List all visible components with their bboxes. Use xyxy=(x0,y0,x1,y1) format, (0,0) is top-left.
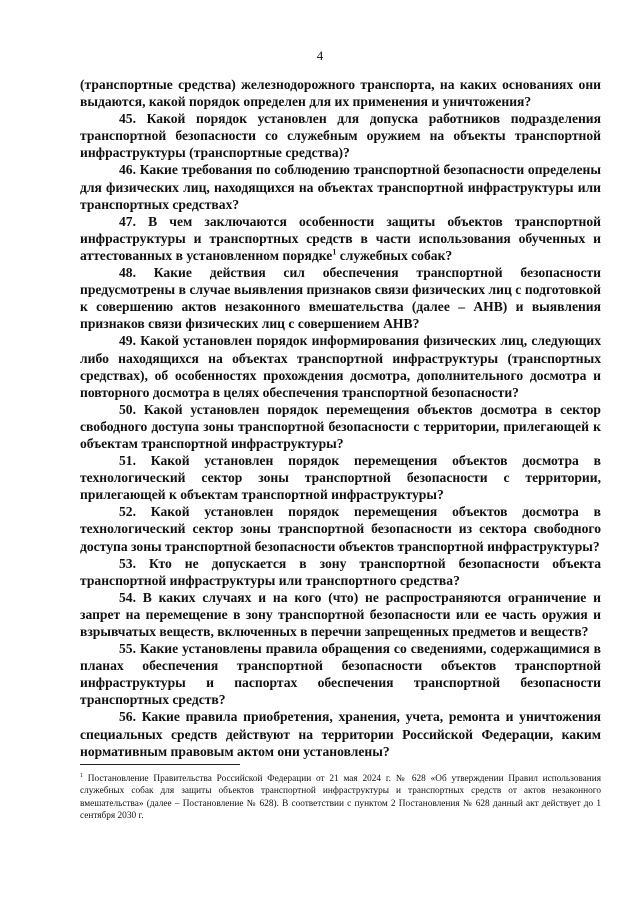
question-51: 51. Какой установлен порядок перемещения объектов досмотра в технологический сектор зоны транспортной безопасности с территории, прилегающей к объектам транспортной инфраструктуры? xyxy=(80,453,601,503)
paragraph-44-continued: (транспортные средства) железнодорожного транспорта, на каких основаниях они выдаются, какой порядок определен для их применения и уничтожения? xyxy=(80,77,601,110)
question-47-text-end: служебных собак? xyxy=(336,247,453,263)
question-52: 52. Какой установлен порядок перемещения объектов досмотра в технологический сектор зоны транспортной безопасности из сектора свободного доступа зоны транспортной безопасности объектов транспортной инфраструктуры? xyxy=(80,504,601,554)
question-50: 50. Какой установлен порядок перемещения объектов досмотра в сектор свободного доступа зоны транспортной безопасности с территории, прилегающей к объектам транспортной инфраструктуры? xyxy=(80,401,601,451)
footnote-reference: 1 xyxy=(332,247,337,257)
footnote-divider xyxy=(80,764,240,765)
question-47-text: 47. В чем заключаются особенности защиты объектов транспортной инфраструктуры и транспортных средств в части использования обученных и аттестованных в установленном порядке xyxy=(80,213,601,263)
footnote-mark: 1 xyxy=(80,772,83,779)
document-body xyxy=(80,76,601,760)
footnote xyxy=(80,773,601,823)
question-53: 53. Кто не допускается в зону транспортной безопасности объекта транспортной инфраструктуры или транспортного средства? xyxy=(80,555,601,588)
page-number: 4 xyxy=(316,48,324,63)
question-56: 56. Какие правила приобретения, хранения, учета, ремонта и уничтожения специальных средств действуют на территории Российской Федерации, каким нормативным правовым актом они установлены? xyxy=(80,709,601,759)
question-49: 49. Какой установлен порядок информирования физических лиц, следующих либо находящихся на объектах транспортной инфраструктуры (транспортных средствах), об особенностях прохождения досмотра, дополнительного досмотра и повторного досмотра в целях обеспечения транспортной безопасности? xyxy=(80,333,601,400)
question-54: 54. В каких случаях и на кого (что) не распространяются ограничение и запрет на перемещение в зону транспортной безопасности или ее часть оружия и взрывчатых веществ, включенных в перечни запрещенных предметов и веществ? xyxy=(80,589,601,639)
question-47 xyxy=(80,213,601,264)
question-55: 55. Какие установлены правила обращения со сведениями, содержащимися в планах обеспечения транспортной безопасности объектов транспортной инфраструктуры и паспортах обеспечения транспортной безопасности транспортных средств? xyxy=(80,641,601,708)
question-45: 45. Какой порядок установлен для допуска работников подразделения транспортной безопасности со служебным оружием на объекты транспортной инфраструктуры (транспортные средства)? xyxy=(80,111,601,161)
footnote-text: Постановление Правительства Российской Федерации от 21 мая 2024 г. № 628 «Об утверждении Правил использования служебных собак для защиты объектов транспортной инфраструктуры и транспортных средств от актов незаконного вмешательства» (далее – Постановление № 628). В соответствии с пунктом 2 Постановления № 628 данный акт действует до 1 сентября 2030 г. xyxy=(80,774,601,822)
question-46: 46. Какие требования по соблюдению транспортной безопасности определены для физических лиц, находящихся на объектах транспортной инфраструктуры или транспортных средствах? xyxy=(80,162,601,212)
question-48: 48. Какие действия сил обеспечения транспортной безопасности предусмотрены в случае выявления признаков связи физических лиц с подготовкой к совершению актов незаконного вмешательства (далее – АНВ) и выявления признаков связи физических лиц с совершением АНВ? xyxy=(80,265,601,332)
